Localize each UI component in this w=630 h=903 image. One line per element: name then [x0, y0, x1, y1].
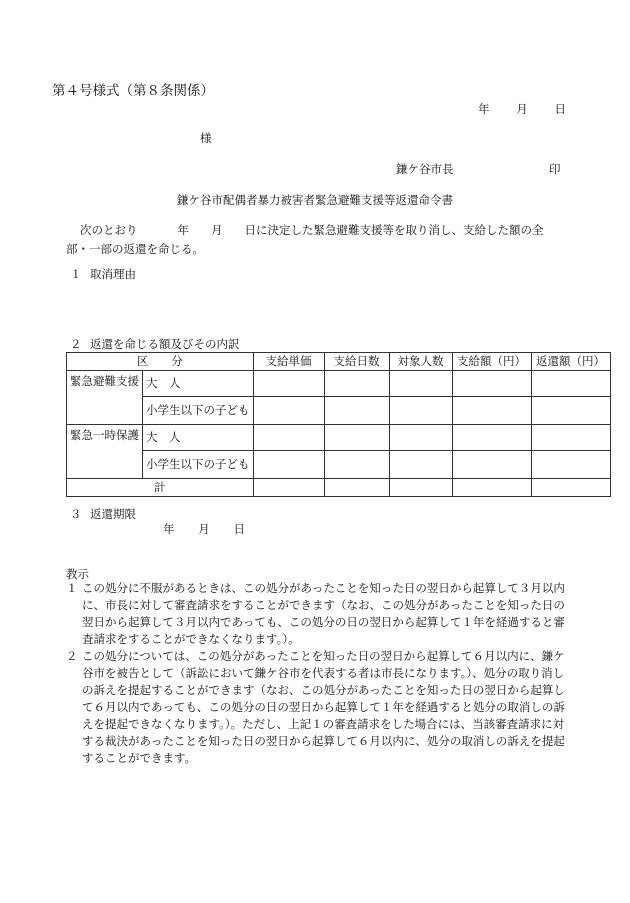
- header-persons: 対象人数: [389, 353, 452, 371]
- deadline-date: [163, 521, 245, 537]
- total-label: 計: [67, 479, 254, 497]
- date-month: 月: [516, 102, 528, 116]
- section-deadline: ３ 返還期限: [70, 507, 136, 521]
- header-unit-price: 支給単価: [253, 353, 324, 371]
- table-row: [67, 425, 611, 451]
- header-paid-amount: 支給額（円）: [452, 353, 531, 371]
- header-category: 区 分: [67, 353, 254, 371]
- note-item: [66, 648, 566, 767]
- note-item: [66, 580, 566, 648]
- section-deadline-label: 返還期限: [90, 507, 136, 521]
- row-adult: 大 人: [143, 425, 254, 451]
- note-number: １: [66, 581, 78, 595]
- group-emergency-evacuation: 緊急避難支援: [67, 371, 143, 425]
- table-row: [67, 396, 611, 424]
- group-temporary-protection: 緊急一時保護: [67, 425, 143, 479]
- deadline-day: 日: [233, 522, 245, 536]
- intro-month: 月: [211, 223, 223, 237]
- intro-suffix: 日に決定した緊急避難支援等を取り消し、支給した額の全部・一部の返還を命じる。: [66, 223, 544, 256]
- notes-title: 教示: [66, 567, 89, 581]
- intro-paragraph: [66, 221, 566, 259]
- deadline-year: 年: [163, 522, 175, 536]
- addressee-suffix: 様: [200, 131, 212, 145]
- document-title: 鎌ケ谷市配偶者暴力被害者緊急避難支援等返還命令書: [177, 193, 453, 207]
- note-text: この処分については、この処分があったことを知った日の翌日から起算して６月以内に、鎌ケ谷市を被告として（訴訟において鎌ケ谷市を代表する者は市長になります。）、処分の取り消しの訴えを提起することができます（なお、この処分があったことを知った日の翌日から起算して６月以内であっても、この処分の日の翌日から起算して１年を経過すると処分の取消しの訴えを提起できなくなります。）。ただし、上記１の審査請求をした場合には、当該審査請求に対する裁決があったことを知った日の翌日から起算して６月以内に、処分の取消しの訴えを提起することができます。: [82, 649, 565, 765]
- header-return-amount: 返還額（円）: [531, 353, 610, 371]
- date-year: 年: [478, 102, 490, 116]
- row-adult: 大 人: [143, 371, 254, 397]
- row-child: 小学生以下の子ども: [143, 396, 254, 424]
- section-reason: １ 取消理由: [70, 267, 136, 281]
- breakdown-table: [66, 352, 611, 497]
- seal-mark: 印: [549, 162, 561, 176]
- note-text: この処分に不服があるときは、この処分があったことを知った日の翌日から起算して３月以内に、市長に対して審査請求をすることができます（なお、この処分があったことを知った日の翌日から起算して３月以内であっても、この処分の日の翌日から起算して１年を経過すると審査請求をすることができなくなります。）。: [82, 581, 565, 646]
- row-child: 小学生以下の子ども: [143, 450, 254, 478]
- table-row: [67, 450, 611, 478]
- note-number: ２: [66, 649, 78, 663]
- intro-year: 年: [177, 223, 189, 237]
- header-days: 支給日数: [324, 353, 389, 371]
- section-breakdown-label: 返還を命じる額及びその内訳: [90, 337, 240, 351]
- form-number: 第４号様式（第８条関係）: [52, 83, 214, 99]
- section-reason-label: 取消理由: [90, 267, 136, 281]
- deadline-month: 月: [198, 522, 210, 536]
- date-day: 日: [554, 102, 566, 116]
- issuer-name: 鎌ケ谷市長: [396, 162, 454, 176]
- table-total-row: [67, 479, 611, 497]
- intro-prefix: 次のとおり: [80, 223, 138, 237]
- section-breakdown: ２ 返還を命じる額及びその内訳: [70, 337, 240, 351]
- issue-date: [478, 101, 566, 117]
- table-header-row: [67, 353, 611, 371]
- table-row: [67, 371, 611, 397]
